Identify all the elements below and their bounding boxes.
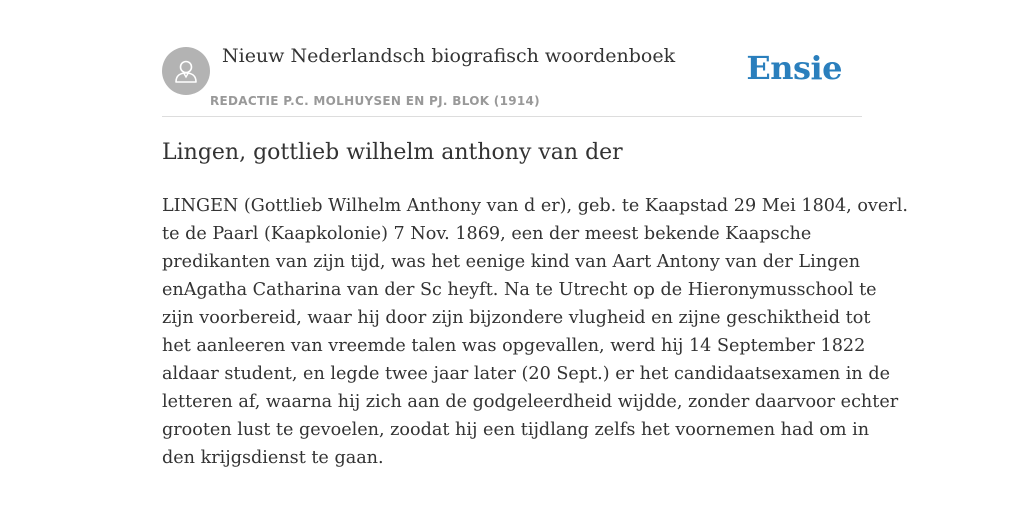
- user-icon: [172, 57, 200, 85]
- source-title[interactable]: Nieuw Nederlandsch biografisch woordenboek: [222, 45, 676, 67]
- avatar[interactable]: [162, 47, 210, 95]
- source-header: [162, 0, 862, 117]
- entry-body-line: enAgatha Catharina van der Sc heyft. Na te Utrecht op de Hieronymusschool te: [162, 280, 877, 300]
- brand-logo[interactable]: Ensie: [746, 49, 842, 87]
- entry-title: Lingen, gottlieb wilhelm anthony van der: [162, 140, 623, 165]
- entry-body-line: predikanten van zijn tijd, was het eenige kind van Aart Antony van der Lingen: [162, 252, 861, 272]
- entry-body-line: den krijgsdienst te gaan.: [162, 448, 384, 468]
- entry-body-line: grooten lust te gevoelen, zoodat hij een tijdlang zelfs het voornemen had om in: [162, 420, 870, 440]
- entry-body-line: zijn voorbereid, waar hij door zijn bijzondere vlugheid en zijne geschiktheid tot: [162, 308, 871, 328]
- entry-body-line: letteren af, waarna hij zich aan de godgeleerdheid wijdde, zonder daarvoor echter: [162, 392, 899, 412]
- entry-body-line: te de Paarl (Kaapkolonie) 7 Nov. 1869, een der meest bekende Kaapsche: [162, 224, 812, 244]
- entry-body-line: het aanleeren van vreemde talen was opgevallen, werd hij 14 September 1822: [162, 336, 866, 356]
- page-container: [162, 0, 908, 468]
- entry-body-line: aldaar student, en legde twee jaar later (20 Sept.) er het candidaatsexamen in de: [162, 364, 891, 384]
- source-editors: REDACTIE P.C. MOLHUYSEN EN PJ. BLOK (1914): [210, 94, 540, 108]
- entry-body-line: LINGEN (Gottlieb Wilhelm Anthony van d er), geb. te Kaapstad 29 Mei 1804, overl.: [162, 196, 908, 216]
- entry-body: [162, 192, 908, 472]
